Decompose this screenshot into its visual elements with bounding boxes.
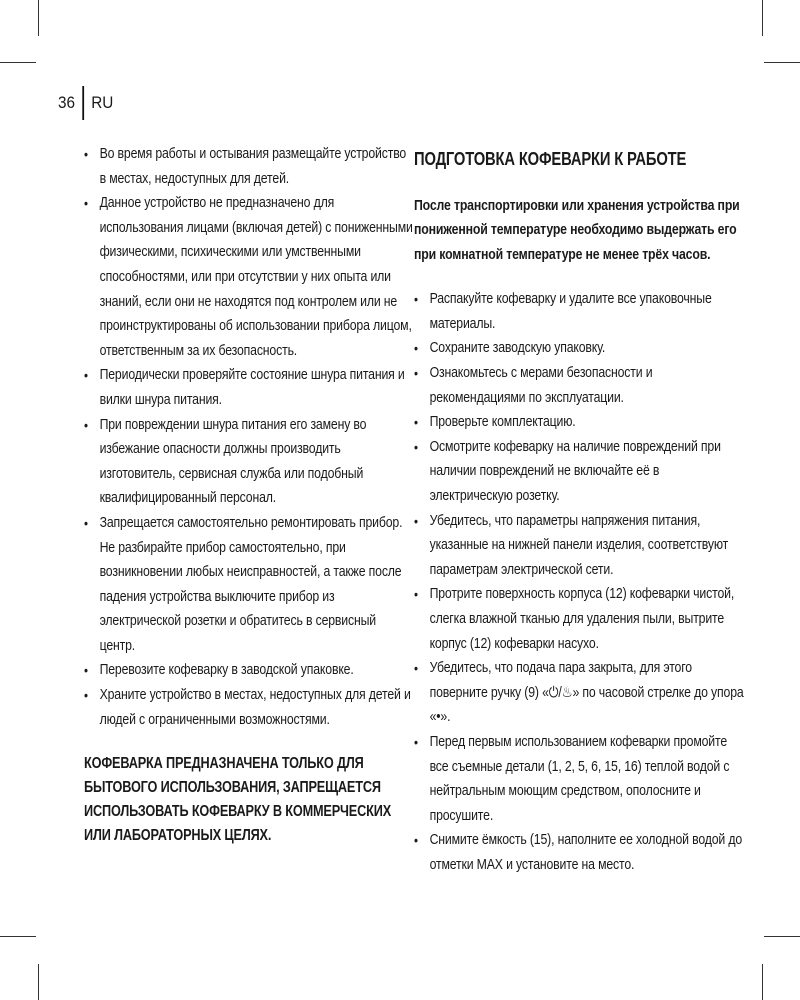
list-item: • Проверьте комплектацию. bbox=[414, 410, 744, 435]
list-item: • Снимите ёмкость (15), наполните ее холодной водой до отметки MAX и установите на место. bbox=[414, 828, 744, 877]
crop-mark-bottom-left-h bbox=[0, 936, 36, 937]
list-item: • Периодически проверяйте состояние шнура питания и вилки шнура питания. bbox=[84, 363, 414, 412]
page-number: 36 bbox=[58, 93, 76, 112]
household-use-notice: КОФЕВАРКА ПРЕДНАЗНАЧЕНА ТОЛЬКО ДЛЯ БЫТОВОГО ИСПОЛЬЗОВАНИЯ, ЗАПРЕЩАЕТСЯ ИСПОЛЬЗОВАТЬ КОФЕВАРКУ В КОММЕРЧЕСКИХ ИЛИ ЛАБОРАТОРНЫХ ЦЕЛЯХ. bbox=[84, 755, 392, 845]
list-item: • Осмотрите кофеварку на наличие повреждений при наличии повреждений не включайте её в электрическую розетку. bbox=[414, 435, 744, 509]
section-title: ПОДГОТОВКА КОФЕВАРКИ К РАБОТЕ bbox=[414, 149, 687, 169]
list-item: • Запрещается самостоятельно ремонтировать прибор. Не разбирайте прибор самостоятельно, при возникновении любых неисправностей, а также после падения устройства выключите прибор из электрической розетки и обратитесь в сервисный центр. bbox=[84, 511, 414, 659]
crop-mark-top-right-v bbox=[762, 0, 763, 36]
list-item: • Во время работы и остывания размещайте устройство в местах, недоступных для детей. bbox=[84, 142, 414, 191]
page-header bbox=[58, 86, 113, 120]
crop-mark-top-left-v bbox=[38, 0, 39, 36]
list-item: • Перевозите кофеварку в заводской упаковке. bbox=[84, 658, 414, 683]
list-item: • Перед первым использованием кофеварки промойте все съемные детали (1, 2, 5, 6, 15, 16) теплой водой с нейтральным моющим средством, ополосните и просушите. bbox=[414, 730, 744, 828]
right-column bbox=[414, 142, 744, 877]
language-code: RU bbox=[91, 93, 114, 112]
list-item: • При повреждении шнура питания его замену во избежание опасности должны производить изготовитель, сервисная служба или подобный квалифицированный персонал. bbox=[84, 413, 414, 511]
left-column bbox=[84, 142, 414, 848]
list-item: • Храните устройство в местах, недоступных для детей и людей с ограниченными возможностями. bbox=[84, 683, 414, 732]
crop-mark-top-left-h bbox=[0, 62, 36, 63]
list-item: • Убедитесь, что подача пара закрыта, для этого поверните ручку (9) «⏻/♨» по часовой стрелке до упора «•». bbox=[414, 656, 744, 730]
crop-mark-bottom-left-v bbox=[38, 964, 39, 1000]
list-item: • Протрите поверхность корпуса (12) кофеварки чистой, слегка влажной тканью для удаления пыли, вытрите корпус (12) кофеварки насухо. bbox=[414, 582, 744, 656]
list-item: • Ознакомьтесь с мерами безопасности и рекомендациями по эксплуатации. bbox=[414, 361, 744, 410]
crop-mark-bottom-right-h bbox=[764, 936, 800, 937]
header-divider bbox=[82, 86, 84, 120]
list-item: • Данное устройство не предназначено для использования лицами (включая детей) с пониженными физическими, психическими или умственными способностями, или при отсутствии у них опыта или знаний, если они не находятся под контролем или не проинструктированы об использовании прибора лицом, ответственным за их безопасность. bbox=[84, 191, 414, 363]
safety-list bbox=[84, 142, 414, 732]
crop-mark-top-right-h bbox=[764, 62, 800, 63]
list-item: • Сохраните заводскую упаковку. bbox=[414, 336, 744, 361]
list-item: • Убедитесь, что параметры напряжения питания, указанные на нижней панели изделия, соответствуют параметрам электрической сети. bbox=[414, 509, 744, 583]
crop-mark-bottom-right-v bbox=[762, 964, 763, 1000]
preparation-list bbox=[414, 287, 744, 877]
list-item: • Распакуйте кофеварку и удалите все упаковочные материалы. bbox=[414, 287, 744, 336]
intro-paragraph: После транспортировки или хранения устройства при пониженной температуре необходимо выдержать его при комнатной температуре не менее трёх часов. bbox=[414, 197, 740, 263]
